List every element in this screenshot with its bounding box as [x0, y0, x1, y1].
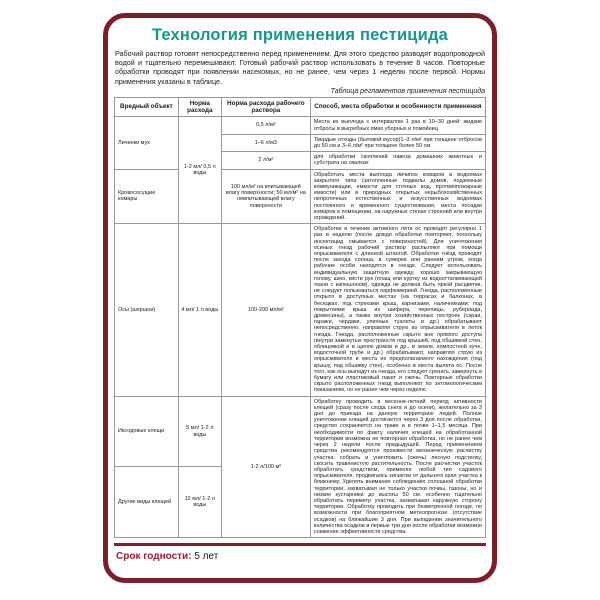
cell-solution-rate-ticks: 1-2 л/100 м² — [221, 396, 310, 537]
page-title: Технология применения пестицида — [151, 26, 449, 44]
shelf-life-value: 5 лет — [194, 551, 219, 563]
cell-method: Обработки в течение активного лёта ос проводят регулярно 1 раз в неделю (после дождя обработки повторяют, поскольку инсектицид смывается с поверхностей). Для уничтожения осиных гнезд рабочий раствор распыляют при помощи опрыскивателя с длинной штангой. Обработки гнёзд проводят после захода солнца, в сумерки или ранним утром, когда рабочие особи находятся в гнезде. Следует использовать индивидуальную защитную одежду, хорошо закрывающую голову, шею, кисти рук (плащ или куртку из водоотталкивающей ткани с капюшоном), одежда не должна быть яркой расцветки, не следует пользоваться парфюмерией. Гнезда, расположенные открыто в доступных местах (на террасах и балконах, в беседках; под стрехами крыш, карнизами, наличниками; под покрытиями крыш из шифера, черепицы, рубероида, древесины), а также внутри хозяйственных построек (сараи, гаражи, чердаки, уличные туалеты и др.) обрабатывают непосредственно, направляя струю из опрыскивателя в леток гнезда. Гнезда, расположенные скрыто вне прямого доступа (внутри замкнутых пространств под крышей, под обшивкой стен, облицовкой и в щелях домов и др., в земле, компостной куче, водосточной трубе и др.) обрабатывают, направляя струю из опрыскивателя в места их предполагаемого нахождения (под крышу, под обшивку стен), особенно в места вылета ос. После того, как осы выпадут из гнезда, его следует срезать, завернуть в бумагу или пластиковый пакет и сжечь. Повторные обработки скрыто расположенных гнезд выполняют по энтомологическим показаниям, но не ранее чем через неделю. — [310, 224, 485, 396]
table-row-mosquitoes — [115, 169, 486, 224]
cell-object-ixodid-ticks: Иксодовые клещи — [115, 396, 179, 467]
footer-divider — [114, 543, 486, 546]
cell-method: Обработать места выплода личинок комаров в водоемах закрытого типа (затопленные подвалы домов, подземные коммуникации, емкости для сточных вод, противопожарные емкости) или в природных открытых нерыбохозяйственных непроточных естественных и искусственных водоемах постоянного и временного существования, места посадки комаров в помещении, на наружных стенах строений или внутри ограждений. — [310, 169, 485, 224]
intro-paragraph: Рабочий раствор готовят непосредственно перед применением. Для этого средство разводят водопроводной водой и тщательно перемешивают. Готовый рабочий раствор использовать в течение 8 часов. Повторные обработки проводят при появлении насекомых, но не ранее, чем через 1 неделю после первой. Нормы применения указаны в таблице. — [115, 49, 485, 86]
cell-method-ticks: Обработку проводить в весенне-летний период активности клещей (сразу после схода снега и до осени), желательно за 3 дня до приезда на данную территорию людей. Полное уничтожение клещей достигается через 3 дня после обработки, средство сохраняется на траве и в почве 1–1,5 месяца. При необходимости по факту наличия клещей на обработанной территории возможна ее повторная обработка, но не ранее чем через 2 недели после предыдущей. Перед применением средства рекомендуется произвести механическую расчистку участка: собрать и уничтожить (сжечь) лесную подстилку, скосить травянистую растительность. После расчистки участок обработать средством, применяя любой тип садового опрыскивателя, продвигаясь зигзагом от дальнего края участка к ближнему. Уделять внимание соблюдению сплошной обработки территории, захватывая не только участки почвы, газоны, но и низкие кустарники до высоты 50 см. особенно тщательно обработать периметр участка, захватывая наружную сторону территории. Обработку проводить при безветренной погоде, по возможности при благоприятном метеопрогнозе (отсутствие осадков) на ближайшие 3 дня. При выпадении значительного количества осадков в первые три дня после обработки возможно снижение эффективности средства. — [310, 396, 485, 537]
cell-object-fly-larvae: Личинки мух — [115, 117, 179, 169]
shelf-life-label: Срок годности: — [116, 551, 192, 563]
cell-object-mosquitoes: Кровососущие комары — [115, 169, 179, 224]
table-row-ixodid-ticks — [115, 396, 486, 467]
cell-solution-rate: 2 л/м² — [221, 152, 310, 169]
cell-solution-rate: 1–6 л/м3 — [221, 134, 310, 151]
shelf-life-line — [116, 551, 486, 562]
cell-rate-wasps: 4 мл/ 1 л воды — [178, 224, 221, 396]
column-header-solution-rate: Норма расхода рабочего раствора — [221, 97, 310, 116]
cell-rate-other-ticks: 12 мл/ 1-2 л воды — [178, 467, 221, 538]
table-row-fly-larvae-1 — [115, 117, 486, 134]
cell-method: Твердые отходы (бытовой мусор)1–3 л/м² при толщине отбросов до 50 см и 3–6 л/м² при толщине более 50 см — [310, 134, 485, 151]
column-header-rate: Норма расхода — [178, 97, 221, 116]
cell-object-wasps: Осы (шершни) — [115, 224, 179, 396]
column-header-pest-object: Вредный объект — [115, 97, 179, 116]
table-row-wasps — [115, 224, 486, 396]
document-page — [103, 13, 497, 583]
regulations-table — [114, 97, 486, 538]
column-header-method: Способ, места обработки и особенности применения — [310, 97, 485, 116]
cell-rate-ixodid-ticks: 5 мл/ 1-2 л воды — [178, 396, 221, 467]
cell-solution-rate: 100 мл/м² на впитывающей влагу поверхности; 50 мл/м² на невпитывающей влагу поверхности — [221, 169, 310, 224]
cell-solution-rate: 100-200 мл/м² — [221, 224, 310, 396]
cell-solution-rate: 0,5 л/м² — [221, 117, 310, 134]
cell-method: Места их выплода с интервалом 1 раз в 10–30 дней: жидкие отбросы в выгребных ямах уборных и помойниц — [310, 117, 485, 134]
table-caption: Таблица регламентов применения пестицида — [330, 87, 485, 95]
cell-rate-flies-mosquitoes: 1-2 мл/ 0,5 л воды — [178, 117, 221, 224]
table-header-row — [115, 97, 486, 116]
cell-method: для обработки скоплений навоза домашних животных и субстрата на свалках — [310, 152, 485, 169]
cell-object-other-ticks: Другие виды клещей — [115, 467, 179, 538]
